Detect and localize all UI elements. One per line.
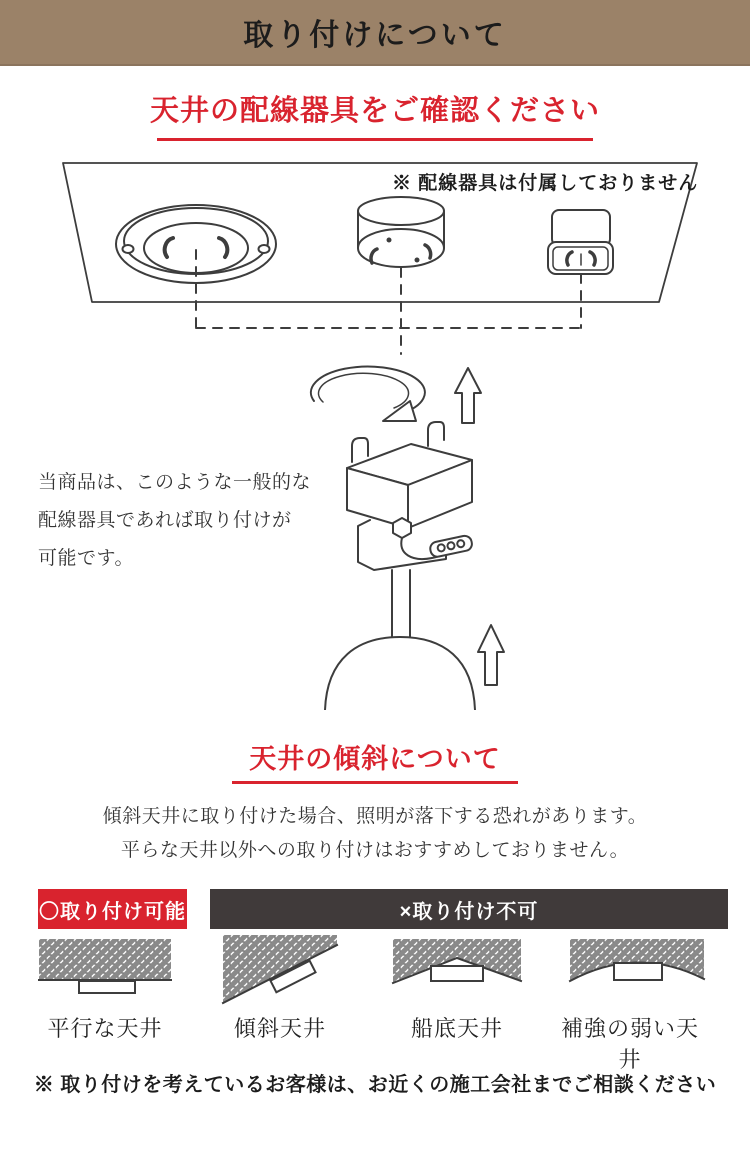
- square-fixture: [548, 210, 613, 274]
- not-allowed-badge: ×取り付け不可: [210, 889, 728, 929]
- description-line: 当商品は、このような一般的な: [38, 472, 312, 493]
- wiring-section-heading: 天井の配線器具をご確認ください: [149, 95, 600, 127]
- description-line: 可能です。: [38, 548, 134, 569]
- allowed-badge: 〇取り付け可能: [38, 889, 187, 929]
- wiring-note: ※ 配線器具は付属しておりません: [392, 173, 699, 194]
- adapter-illustration: [347, 422, 473, 570]
- up-arrow-icon: [455, 368, 481, 423]
- rotate-arrow-icon: [311, 367, 425, 421]
- ceiling-type-label: 船底天井: [410, 1016, 503, 1041]
- page-title: 取り付けについて: [243, 19, 507, 52]
- slope-warning-text: [0, 800, 750, 868]
- canopy: [325, 637, 475, 710]
- ceiling-type-weak-figure: [568, 937, 706, 993]
- ceiling-type-label: 傾斜天井: [233, 1016, 326, 1041]
- ceiling-type-sloped-figure: [221, 933, 339, 1007]
- slope-heading-underline: [232, 781, 518, 784]
- ceiling-type-shipbottom-figure: [391, 937, 523, 993]
- ceiling-type-label: 補強の弱い天井: [560, 1016, 699, 1072]
- slope-section-heading: 天井の傾斜について: [249, 744, 501, 774]
- wiring-description: [38, 464, 311, 578]
- wiring-diagram: [0, 150, 750, 710]
- section-header: [0, 0, 750, 66]
- warning-line: 傾斜天井に取り付けた場合、照明が落下する恐れがあります。: [102, 806, 648, 827]
- up-arrow-icon: [478, 625, 504, 685]
- description-line: 配線器具であれば取り付けが: [38, 510, 292, 531]
- warning-line: 平らな天井以外への取り付けはおすすめしておりません。: [120, 840, 630, 861]
- ceiling-type-flat-figure: [37, 937, 173, 995]
- consult-footnote: ※ 取り付けを考えているお客様は、お近くの施工会社までご相談ください: [33, 1074, 717, 1096]
- wiring-heading-underline: [157, 138, 593, 141]
- ceiling-type-label: 平行な天井: [47, 1016, 163, 1041]
- pole: [392, 570, 410, 642]
